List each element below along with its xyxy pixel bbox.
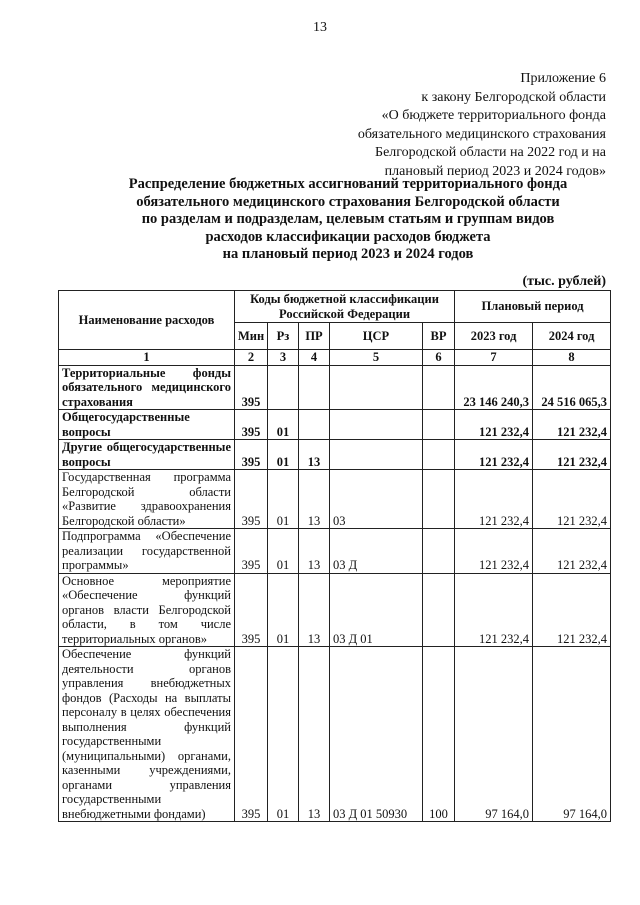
column-index-row: [59, 350, 611, 366]
row-2023: 121 232,4: [455, 440, 533, 470]
row-min: 395: [235, 573, 268, 647]
row-vr: [423, 365, 455, 410]
index-cell: 6: [423, 350, 455, 366]
row-2024: 121 232,4: [533, 440, 611, 470]
row-rz: 01: [268, 470, 299, 529]
appendix-header: [358, 70, 606, 181]
table-row: [59, 573, 611, 647]
row-rz: 01: [268, 440, 299, 470]
row-2024: 121 232,4: [533, 470, 611, 529]
row-rz: 01: [268, 573, 299, 647]
row-rz: 01: [268, 410, 299, 440]
index-cell: 1: [59, 350, 235, 366]
row-2023: 121 232,4: [455, 573, 533, 647]
table-row: [59, 440, 611, 470]
row-pr: 13: [299, 470, 330, 529]
row-pr: 13: [299, 573, 330, 647]
row-csr: 03 Д 01 50930: [330, 647, 423, 822]
row-vr: 100: [423, 647, 455, 822]
header-2023: 2023 год: [455, 323, 533, 350]
row-csr: [330, 440, 423, 470]
index-cell: 7: [455, 350, 533, 366]
header-pr: ПР: [299, 323, 330, 350]
row-name: Основное мероприятие «Обеспечение функций органов власти Белгородской области, в том числе территориальных органов»: [59, 573, 235, 647]
row-min: 395: [235, 470, 268, 529]
header-plan-group: Плановый период: [455, 291, 611, 323]
title-line: по разделам и подразделам, целевым статьям и группам видов: [141, 211, 555, 227]
row-csr: [330, 365, 423, 410]
row-pr: 13: [299, 529, 330, 574]
row-2024: 97 164,0: [533, 647, 611, 822]
title-line: Распределение бюджетных ассигнований территориального фонда: [128, 176, 568, 192]
index-cell: 2: [235, 350, 268, 366]
row-name: Другие общегосударственные вопросы: [59, 440, 235, 470]
index-cell: 4: [299, 350, 330, 366]
table-row: [59, 529, 611, 574]
row-2023: 97 164,0: [455, 647, 533, 822]
header-codes-group: Коды бюджетной классификации Российской Федерации: [235, 291, 455, 323]
title-line: обязательного медицинского страхования Белгородской области: [136, 193, 560, 210]
row-name: Государственная программа Белгородской области «Развитие здравоохранения Белгородской области»: [59, 470, 235, 529]
row-name: Территориальные фонды обязательного медицинского страхования: [59, 365, 235, 410]
row-2024: 121 232,4: [533, 529, 611, 574]
header-2024: 2024 год: [533, 323, 611, 350]
units-label: (тыс. рублей): [522, 274, 606, 289]
appendix-line: обязательного медицинского страхования: [357, 126, 606, 142]
row-min: 395: [235, 529, 268, 574]
row-pr: 13: [299, 440, 330, 470]
index-cell: 8: [533, 350, 611, 366]
row-pr: [299, 365, 330, 410]
row-csr: [330, 410, 423, 440]
header-min: Мин: [235, 323, 268, 350]
row-rz: 01: [268, 647, 299, 822]
header-vr: ВР: [423, 323, 455, 350]
row-name: Обеспечение функций деятельности органов управления внебюджетных фондов (Расходы на выплаты персоналу в целях обеспечения выполнения функций государственными (муниципальными) органами, казенными учреждениями, органами управления государственными внебюджетными фондами): [59, 647, 235, 822]
row-min: 395: [235, 440, 268, 470]
row-2023: 121 232,4: [455, 529, 533, 574]
row-2023: 121 232,4: [455, 470, 533, 529]
row-pr: 13: [299, 647, 330, 822]
row-csr: 03: [330, 470, 423, 529]
row-min: 395: [235, 647, 268, 822]
table-row: [59, 647, 611, 822]
row-min: 395: [235, 365, 268, 410]
row-rz: 01: [268, 529, 299, 574]
row-vr: [423, 470, 455, 529]
row-name: Подпрограмма «Обеспечение реализации государственной программы»: [59, 529, 235, 574]
index-cell: 3: [268, 350, 299, 366]
index-cell: 5: [330, 350, 423, 366]
appendix-line: «О бюджете территориального фонда: [381, 108, 606, 123]
row-2024: 24 516 065,3: [533, 365, 611, 410]
row-name: Общегосударственные вопросы: [59, 410, 235, 440]
appendix-line: плановый период 2023 и 2024 годов»: [384, 163, 606, 179]
row-csr: 03 Д 01: [330, 573, 423, 647]
row-2023: 23 146 240,3: [455, 365, 533, 410]
row-vr: [423, 440, 455, 470]
row-csr: 03 Д: [330, 529, 423, 574]
row-2023: 121 232,4: [455, 410, 533, 440]
row-min: 395: [235, 410, 268, 440]
appendix-line: Приложение 6: [520, 71, 606, 86]
budget-table: [58, 290, 611, 822]
row-vr: [423, 529, 455, 574]
appendix-line: Белгородской области на 2022 год и на: [375, 145, 606, 160]
row-rz: [268, 365, 299, 410]
title-line: расходов классификации расходов бюджета: [205, 228, 491, 245]
row-2024: 121 232,4: [533, 573, 611, 647]
appendix-line: к закону Белгородской области: [421, 89, 606, 105]
header-rz: Рз: [268, 323, 299, 350]
table-row: [59, 365, 611, 410]
table-row: [59, 410, 611, 440]
row-2024: 121 232,4: [533, 410, 611, 440]
row-vr: [423, 573, 455, 647]
header-csr: ЦСР: [330, 323, 423, 350]
row-pr: [299, 410, 330, 440]
header-name: Наименование расходов: [59, 291, 235, 350]
document-title: [40, 176, 640, 264]
row-vr: [423, 410, 455, 440]
table-row: [59, 470, 611, 529]
page-number: 13: [313, 20, 327, 35]
title-line: на плановый период 2023 и 2024 годов: [222, 246, 474, 262]
